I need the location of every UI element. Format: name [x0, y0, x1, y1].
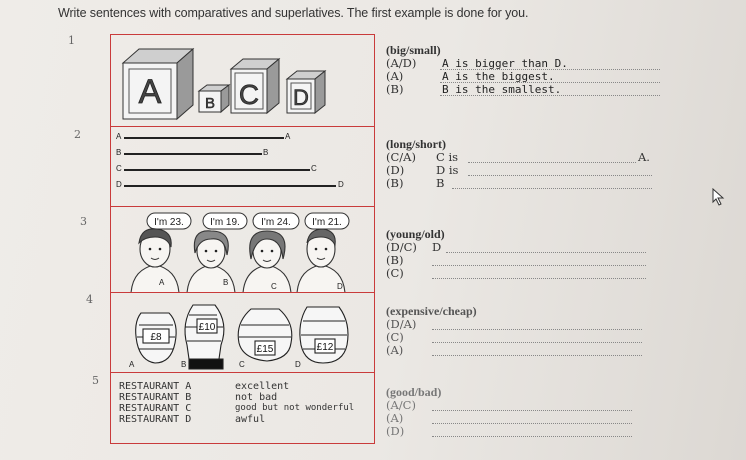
exercise-3-line-2: (B) [386, 254, 666, 267]
exercise-2-heading: (long/short) [386, 137, 446, 151]
vase-label-a: A [129, 360, 135, 369]
toy-blocks-illustration [111, 35, 374, 127]
segment-label-c-end: C [311, 164, 317, 173]
person-label-c: C [271, 282, 277, 291]
exercise-5-line-1: (A/C) [386, 399, 666, 412]
segment-label-b-start: B [116, 148, 122, 157]
exercise-5-line-2: (A) [386, 412, 666, 425]
person-label-d: D [337, 282, 343, 291]
restaurant-row-c: RESTAURANT C [119, 403, 192, 414]
segment-c [124, 169, 310, 171]
speech-bubble-a: I'm 23. [154, 217, 184, 228]
exercise-number-4: 4 [86, 293, 93, 306]
restaurant-row-b: RESTAURANT B [119, 392, 192, 403]
restaurant-row-d: RESTAURANT D [119, 414, 192, 425]
restaurant-list [119, 381, 191, 425]
segment-b [124, 153, 262, 155]
exercise-4-heading: (expensive/cheap) [386, 304, 477, 318]
exercise-3-line-1: (D/C) D [386, 241, 666, 254]
exercise-5-answers [386, 386, 666, 438]
exercise-1-line-1: (A/D) A is bigger than D. [386, 57, 666, 70]
block-letter-d: D [293, 85, 309, 110]
exercise-4-answers [386, 305, 666, 357]
picture-vases [111, 293, 374, 373]
exercise-4-line-2: (C) [386, 331, 666, 344]
exercise-1-answer-3: B is the smallest. [442, 83, 562, 96]
rating-a: excellent [235, 381, 290, 392]
exercise-1-answer-1: A is bigger than D. [442, 57, 568, 70]
segment-label-d-end: D [338, 180, 344, 189]
people-illustration [111, 207, 374, 293]
vase-label-d: D [295, 360, 301, 369]
segment-label-d-start: D [116, 180, 122, 189]
rating-d: awful [235, 414, 266, 425]
exercise-1-heading: (big/small) [386, 43, 441, 57]
restaurant-ratings [235, 381, 354, 425]
picture-blocks [111, 35, 374, 127]
segment-label-b-end: B [263, 148, 269, 157]
exercise-number-2: 2 [74, 128, 81, 141]
exercise-1-line-2: (A) A is the biggest. [386, 70, 666, 83]
mouse-cursor-icon [712, 188, 726, 206]
rating-b: not bad [235, 392, 278, 403]
block-letter-c: C [238, 79, 260, 110]
exercise-1-answer-2: A is the biggest. [442, 70, 555, 83]
price-tag-b: £10 [198, 322, 216, 333]
exercise-2-answers [386, 138, 666, 190]
speech-bubble-d: I'm 21. [312, 217, 342, 228]
person-label-b: B [223, 278, 229, 287]
vase-label-c: C [239, 360, 245, 369]
price-tag-a: £8 [150, 332, 162, 343]
exercise-3-heading: (young/old) [386, 227, 445, 241]
exercise-2-line-3: (B) B [386, 177, 666, 190]
exercise-3-line-3: (C) [386, 267, 666, 280]
exercise-number-3: 3 [80, 215, 87, 228]
exercise-4-line-3: (A) [386, 344, 666, 357]
segment-label-c-start: C [116, 164, 122, 173]
segment-label-a-start: A [116, 132, 122, 141]
picture-lines [111, 127, 374, 207]
block-letter-b: B [204, 95, 216, 112]
vase-label-b: B [181, 360, 187, 369]
exercise-1-answers [386, 44, 666, 96]
exercise-2-line-1: (C/A) C is A. [386, 150, 650, 164]
price-tag-c: £15 [256, 344, 274, 355]
speech-bubble-b: I'm 19. [210, 217, 240, 228]
exercise-5-line-3: (D) [386, 425, 666, 438]
picture-people [111, 207, 374, 293]
instruction-text: Write sentences with comparatives and superlatives. The first example is done for you. [58, 6, 529, 20]
exercise-number-5: 5 [92, 374, 99, 387]
exercise-1-line-3: (B) B is the smallest. [386, 83, 666, 96]
picture-restaurants [111, 373, 374, 445]
block-letter-a: A [138, 73, 162, 111]
exercise-2-line-2: (D) D is [386, 164, 666, 177]
exercise-number-1: 1 [68, 34, 75, 47]
exercise-5-heading: (good/bad) [386, 385, 442, 399]
picture-grid [110, 34, 375, 444]
restaurant-row-a: RESTAURANT A [119, 381, 192, 392]
rating-c: good but not wonderful [235, 403, 355, 413]
segment-label-a-end: A [285, 132, 291, 141]
speech-bubble-c: I'm 24. [261, 217, 291, 228]
segment-d [124, 185, 336, 187]
exercise-4-line-1: (D/A) [386, 318, 666, 331]
price-tag-d: £12 [316, 342, 334, 353]
vases-illustration [111, 293, 374, 373]
person-label-a: A [159, 278, 165, 287]
segment-a [124, 137, 284, 139]
exercise-3-answers [386, 228, 666, 280]
